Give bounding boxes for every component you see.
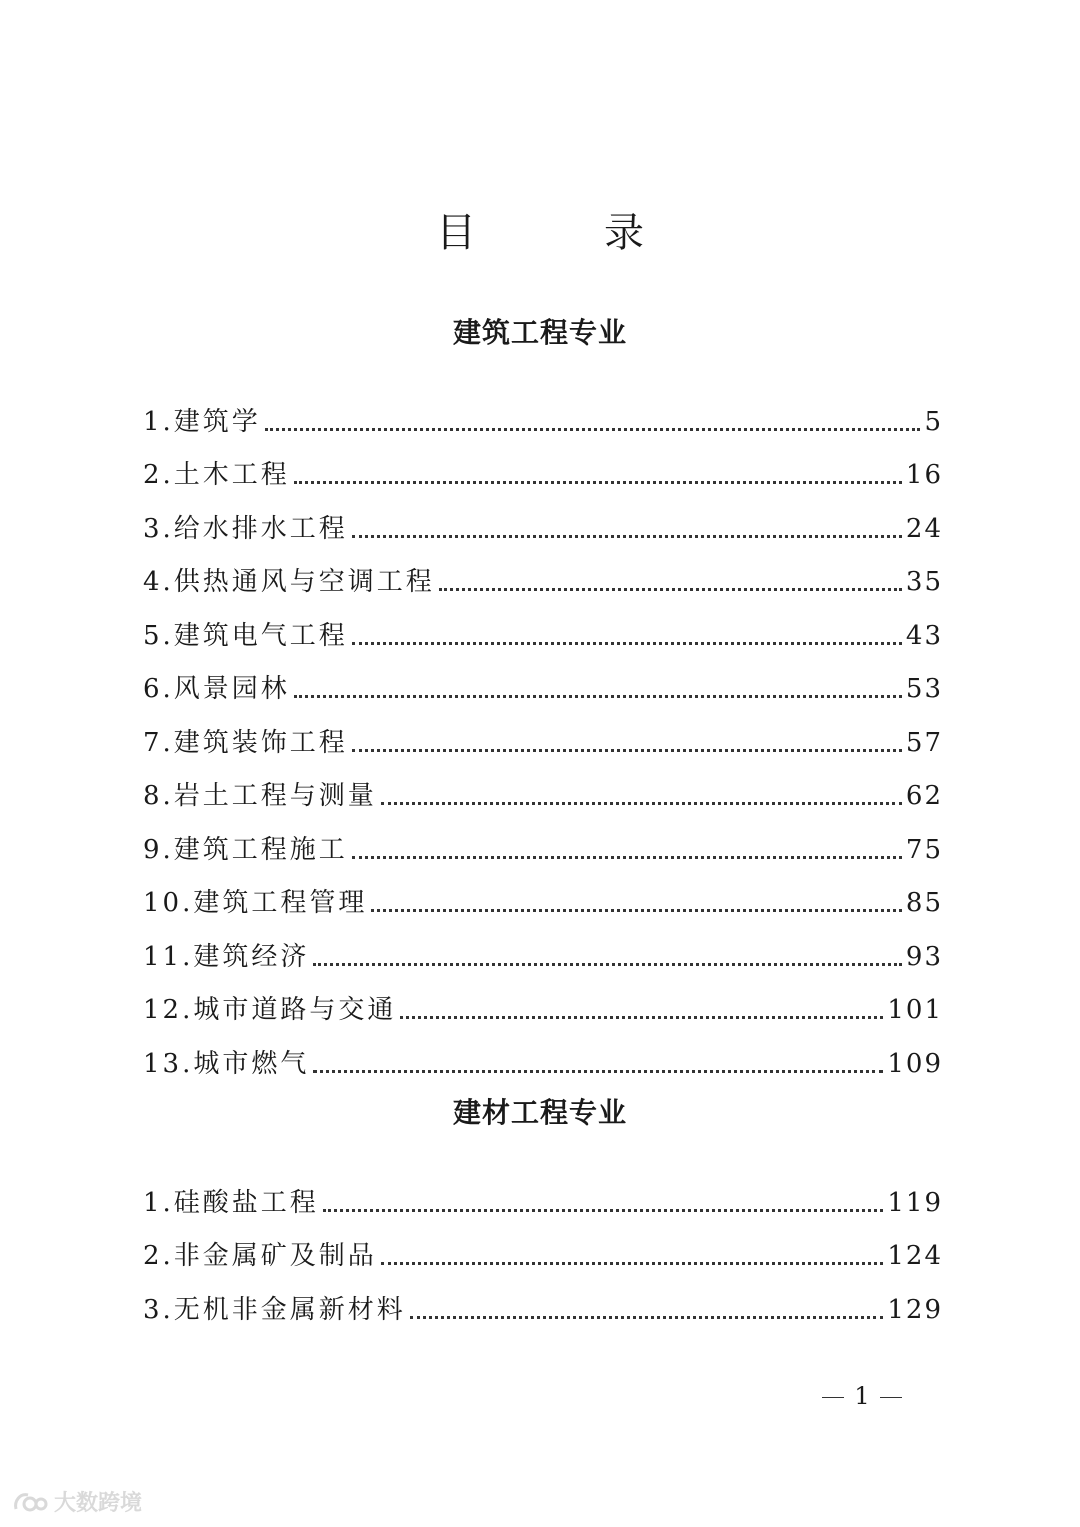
dot-leader [352,535,902,538]
toc-list [143,388,943,1084]
toc-page-number: 85 [905,888,943,918]
toc-entry[interactable] [143,870,943,924]
toc-label: 11.建筑经济 [143,941,310,972]
page-title: 目 录 [436,210,688,256]
toc-page-number: 129 [887,1294,943,1325]
toc-entry[interactable] [143,1276,943,1330]
dot-leader [400,1016,883,1019]
toc-entry[interactable] [143,816,943,870]
toc-page-number: 119 [887,1187,943,1218]
toc-label: 4.供热通风与空调工程 [143,567,435,597]
toc-entry[interactable] [143,1030,943,1084]
toc-label: 1.建筑学 [143,406,261,437]
dot-leader [371,909,902,912]
page-number: 1 [854,1382,870,1410]
dot-leader [323,1209,884,1212]
toc-page-number: 101 [887,995,943,1025]
dot-leader [294,695,902,698]
toc-page-number: 35 [905,567,943,597]
toc-entry[interactable] [143,442,943,496]
toc-page-number: 53 [905,674,943,704]
toc-page-number: 93 [905,941,943,972]
toc-page-number: 16 [905,460,943,490]
section-heading: 建材工程专业 [452,1096,627,1129]
dot-leader [313,963,902,966]
toc-label: 7.建筑装饰工程 [143,727,348,758]
toc-entry[interactable] [143,602,943,656]
toc-label: 13.城市燃气 [143,1048,310,1079]
toc-label: 10.建筑工程管理 [143,888,368,918]
dash-decoration [822,1397,844,1398]
toc-list [143,1169,943,1330]
toc-label: 3.无机非金属新材料 [143,1294,406,1325]
toc-label: 2.非金属矿及制品 [143,1241,377,1271]
watermark [12,1486,142,1517]
toc-page-number: 109 [887,1048,943,1079]
toc-entry[interactable] [143,656,943,710]
toc-page-number: 62 [905,781,943,811]
toc-page-number: 43 [905,620,943,651]
toc-entry[interactable] [143,923,943,977]
dot-leader [439,588,902,591]
toc-label: 8.岩土工程与测量 [143,781,377,811]
toc-label: 2.土木工程 [143,460,290,490]
toc-page-number: 124 [887,1241,943,1271]
dot-leader [381,1262,884,1265]
dot-leader [410,1316,884,1319]
toc-label: 5.建筑电气工程 [143,620,348,651]
dot-leader [294,481,902,484]
toc-entry[interactable] [143,388,943,442]
toc-label: 9.建筑工程施工 [143,834,348,865]
toc-page-number: 57 [905,727,943,758]
toc-page-number: 24 [905,513,943,544]
toc-page-number: 5 [924,406,943,437]
toc-label: 1.硅酸盐工程 [143,1187,319,1218]
toc-entry[interactable] [143,763,943,817]
toc-entry[interactable] [143,977,943,1031]
toc-entry[interactable] [143,549,943,603]
page-footer-number [812,1380,912,1412]
toc-page-number: 75 [905,834,943,865]
toc-entry[interactable] [143,1223,943,1277]
toc-entry[interactable] [143,709,943,763]
dot-leader [313,1070,883,1073]
toc-entry[interactable] [143,1169,943,1223]
section-heading: 建筑工程专业 [452,316,627,349]
watermark-text: 大数跨境 [54,1491,143,1516]
dot-leader [265,428,921,431]
logo-icon [12,1489,48,1515]
dot-leader [352,856,902,859]
toc-label: 3.给水排水工程 [143,513,348,544]
dot-leader [352,749,902,752]
toc-entry[interactable] [143,495,943,549]
dash-decoration [880,1397,902,1398]
toc-label: 12.城市道路与交通 [143,995,397,1025]
dot-leader [381,802,902,805]
dot-leader [352,642,902,645]
toc-label: 6.风景园林 [143,674,290,704]
